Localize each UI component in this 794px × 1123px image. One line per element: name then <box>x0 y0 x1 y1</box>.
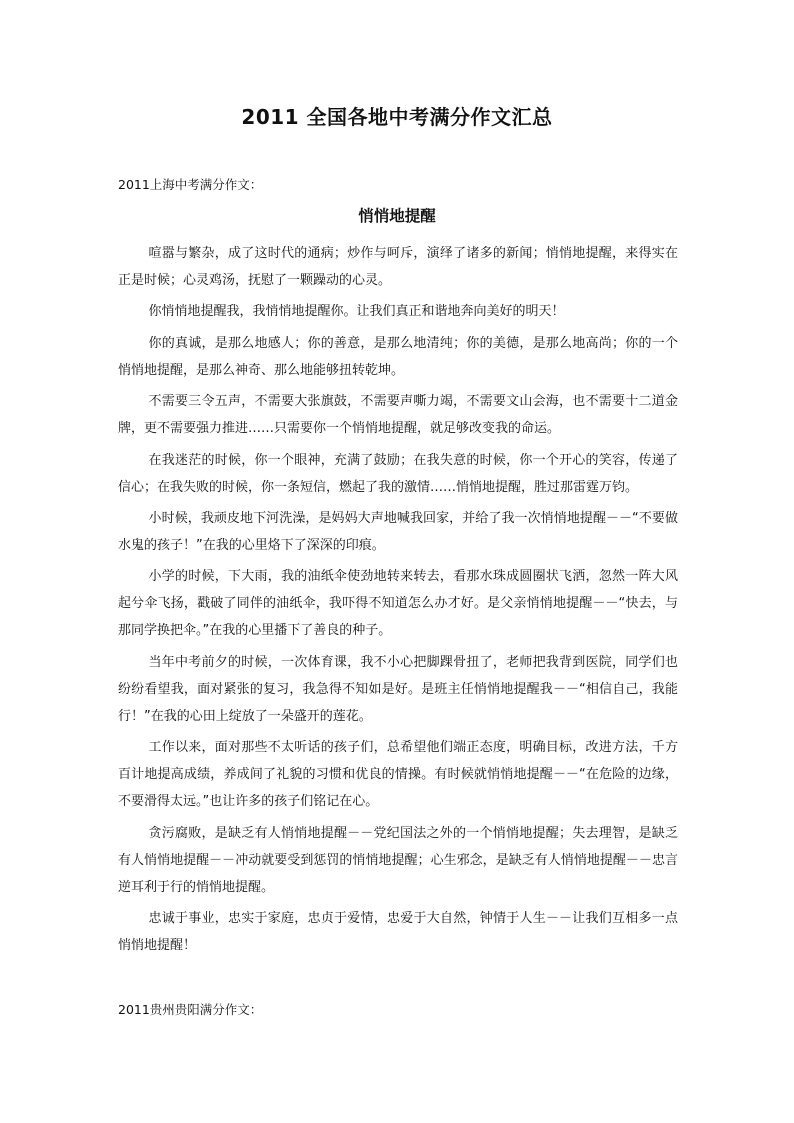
essay-paragraph: 你悄悄地提醒我，我悄悄地提醒你。让我们真正和谐地奔向美好的明天！ <box>148 304 565 320</box>
section-label-guiyang: 2011贵州贵阳满分作文： <box>118 1002 263 1017</box>
essay-paragraph: 工作以来，面对那些不太听话的孩子们，总希望他们端正态度，明确目标，改进方法，千方百计地提高成绩，养成间了礼貌的习惯和优良的情操。有时候就悄悄地提醒－－“在危险的边缘，不要滑得太远。”也让许多的孩子们铭记在心。 <box>118 740 678 810</box>
essay-paragraph: 你的真诚，是那么地感人；你的善意，是那么地清纯；你的美德，是那么地高尚；你的一个悄悄地提醒，是那么神奇、那么地能够扭转乾坤。 <box>118 335 678 378</box>
essay-paragraph: 忠诚于事业，忠实于家庭，忠贞于爱情，忠爱于大自然，钟情于人生－－让我们互相多一点悄悄地提醒！ <box>118 910 678 953</box>
essay-paragraph: 在我迷茫的时候，你一个眼神，充满了鼓励；在我失意的时候，你一个开心的笑容，传递了信心；在我失败的时候，你一条短信，燃起了我的激情……悄悄地提醒，胜过那雷霆万钧。 <box>118 452 678 495</box>
essay-paragraph: 不需要三令五声，不需要大张旗鼓，不需要声嘶力竭，不需要文山会海，也不需要十二道金牌，更不需要强力推进……只需要你一个悄悄地提醒，就足够改变我的命运。 <box>118 394 678 437</box>
section-label-shanghai: 2011上海中考满分作文： <box>118 177 263 192</box>
essay-paragraph: 贪污腐败，是缺乏有人悄悄地提醒－－党纪国法之外的一个悄悄地提醒；失去理智，是缺乏有人悄悄地提醒－－冲动就要受到惩罚的悄悄地提醒；心生邪念，是缺乏有人悄悄地提醒－－忠言逆耳利于行的悄悄地提醒。 <box>118 825 678 895</box>
essay-paragraph: 喧嚣与繁杂，成了这时代的通病；炒作与呵斥，演绎了诸多的新闻；悄悄地提醒，来得实在正是时候；心灵鸡汤，抚慰了一颗躁动的心灵。 <box>118 246 678 288</box>
essay-title: 悄悄地提醒 <box>358 207 436 225</box>
essay-paragraph: 当年中考前夕的时候，一次体育课，我不小心把脚踝骨扭了，老师把我背到医院，同学们也纷纷看望我，面对紧张的复习，我急得不知如是好。是班主任悄悄地提醒我－－“相信自己，我能行！”在我的心田上绽放了一朵盛开的莲花。 <box>118 654 678 724</box>
essay-paragraph: 小学的时候，下大雨，我的油纸伞使劲地转来转去，看那水珠成圆圈状飞洒，忽然一阵大风起兮伞飞扬，戳破了同伴的油纸伞，我吓得不知道怎么办才好。是父亲悄悄地提醒－－“快去，与那同学换把伞。”在我的心里播下了善良的种子。 <box>118 569 678 639</box>
essay-body <box>118 240 678 963</box>
essay-paragraph: 小时候，我顽皮地下河洗澡，是妈妈大声地喊我回家，并给了我一次悄悄地提醒－－“不要做水鬼的孩子！”在我的心里烙下了深深的印痕。 <box>118 510 678 553</box>
document-title: 2011 全国各地中考满分作文汇总 <box>241 105 553 129</box>
